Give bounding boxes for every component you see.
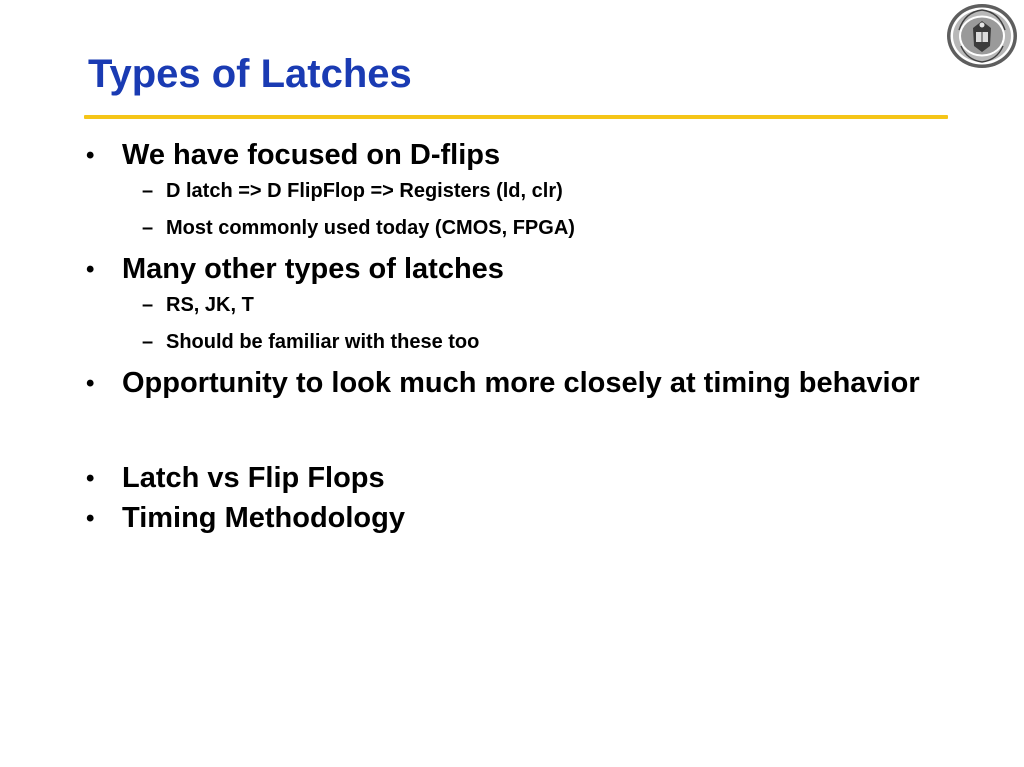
bullet-item [86,252,966,354]
bullet-item [86,461,966,496]
sub-bullet-text: Most commonly used today (CMOS, FPGA) [166,217,575,239]
bullet-icon: • [86,256,95,283]
bullet-icon: • [86,465,95,492]
sub-bullet-item [122,330,966,354]
bullet-text: We have focused on D-flips [122,139,501,171]
bullet-text: Opportunity to look much more closely at timing behavior [122,367,920,399]
bullet-icon: • [86,370,95,397]
dash-icon: – [142,331,154,353]
sub-bullet-item [122,216,966,240]
bullet-item [86,138,966,240]
sub-bullet-text: D latch => D FlipFlop => Registers (ld, clr) [166,180,563,202]
sub-bullet-list [122,179,966,240]
bullet-item [86,366,966,401]
sub-bullet-text: RS, JK, T [166,294,254,316]
sub-bullet-item [122,293,966,317]
dash-icon: – [142,217,154,239]
dash-icon: – [142,294,154,316]
bullet-icon: • [86,142,95,169]
sub-bullet-text: Should be familiar with these too [166,331,480,353]
bullet-text: Many other types of latches [122,253,504,285]
sub-bullet-item [122,179,966,203]
bullet-icon: • [86,505,95,532]
bullet-text: Latch vs Flip Flops [122,462,385,494]
dash-icon: – [142,180,154,202]
bullet-list [86,138,966,536]
university-seal-icon [945,2,1019,70]
title-underline [84,115,948,119]
bullet-item [86,501,966,536]
slide-title: Types of Latches [88,52,412,96]
bullet-text: Timing Methodology [122,502,405,534]
sub-bullet-list [122,293,966,354]
